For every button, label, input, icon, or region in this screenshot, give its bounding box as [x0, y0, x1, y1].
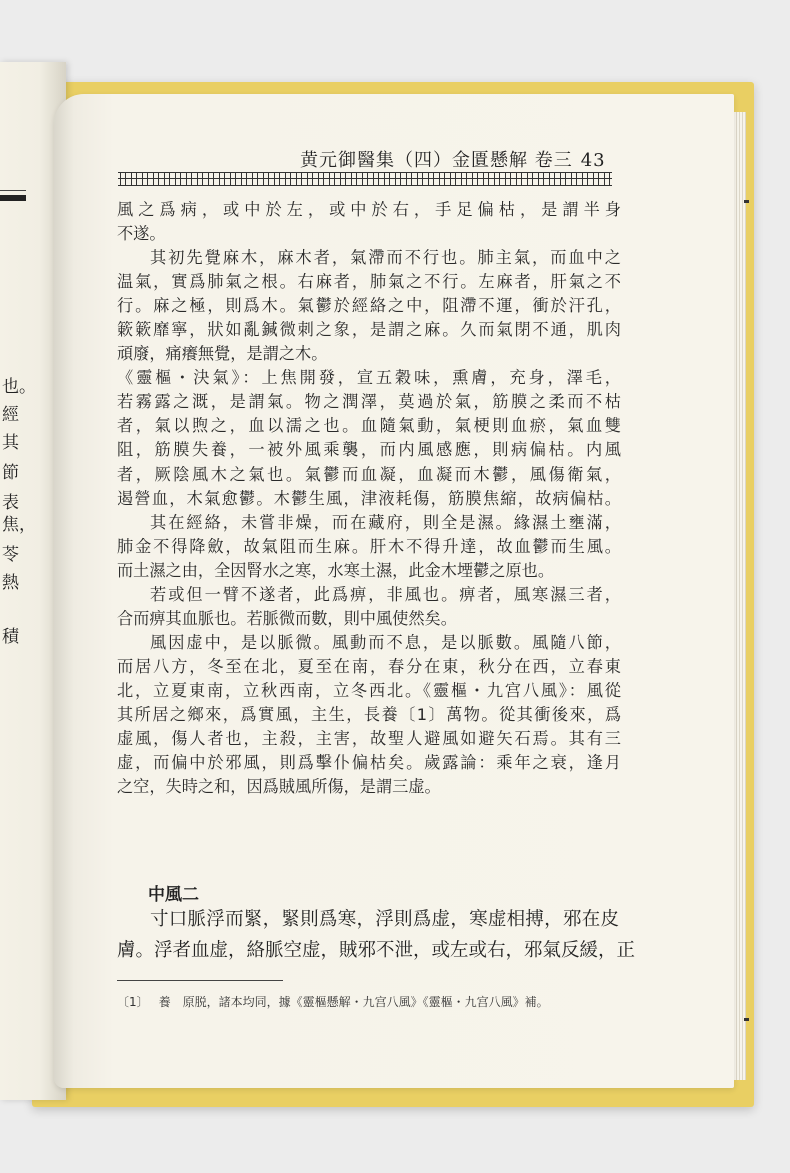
text-line: 若霧露之溉，是謂氣。物之潤澤，莫過於氣，筋膜之柔而不枯 [117, 392, 621, 412]
text-line: 而土濕之由，全因腎水之寒，水寒土濕，此金木堙鬱之原也。 [117, 560, 555, 580]
text-line: 風因虚中，是以脈微。風動而不息，是以脈數。風隨八節， [150, 632, 621, 652]
left-page-glyph: 熱 [2, 573, 19, 593]
text-line: 而居八方，冬至在北，夏至在南，春分在東，秋分在西，立春東 [117, 656, 621, 676]
page-number: 43 [580, 150, 606, 171]
header-title: 黄元御醫集（四）金匱懸解 卷三 [300, 150, 573, 171]
text-line: 其所居之鄉來，爲實風，主生，長養〔1〕萬物。從其衝後來，爲 [117, 704, 621, 724]
left-page-bar [0, 195, 26, 201]
text-line: 其初先覺麻木，麻木者，氣滯而不行也。肺主氣，而血中之 [150, 248, 621, 268]
decorative-border [118, 172, 612, 186]
text-line: 若或但一臂不遂者，此爲痹，非風也。痹者，風寒濕三者， [150, 584, 621, 604]
text-line: 合而痹其血脈也。若脈微而數，則中風使然矣。 [117, 608, 457, 628]
left-page-rule [0, 190, 26, 191]
text-line: 虚風，傷人者也，主殺，主害，故聖人避風如避矢石焉。其有三 [117, 729, 621, 749]
text-line: 膚。浮者血虚，絡脈空虚，賊邪不泄，或左或右，邪氣反緩，正 [117, 940, 636, 961]
edge-marker [744, 200, 749, 203]
left-page-glyph: 苓 [2, 545, 19, 565]
text-line: 虚，而偏中於邪風，則爲擊仆偏枯矣。歲露論：乘年之衰，逢月 [117, 753, 621, 773]
section-title: 中風二 [148, 885, 199, 905]
text-line: 阻，筋膜失養，一被外風乘襲，而内風感應，則病偏枯。内風 [117, 440, 621, 460]
section-text [117, 904, 636, 966]
text-line: 温氣，實爲肺氣之根。右麻者，肺氣之不行。左麻者，肝氣之不 [117, 272, 621, 292]
left-page-glyph: 積 [2, 627, 19, 647]
text-line: 肺金不得降斂，故氣阻而生麻。肝木不得升達，故血鬱而生風。 [117, 536, 621, 556]
text-line: 遏營血，木氣愈鬱。木鬱生風，津液耗傷，筋膜焦縮，故病偏枯。 [117, 488, 621, 508]
footnote [117, 993, 617, 1010]
left-page-glyph: 經 [2, 405, 19, 425]
text-line: 不遂。 [117, 224, 166, 244]
text-line: 《靈樞・決氣》：上焦開發，宣五穀味，熏膚，充身，澤毛， [117, 368, 621, 388]
footnote-text: 養 原脱，諸本均同，據《靈樞懸解・九宫八風》《靈樞・九宫八風》補。 [158, 995, 549, 1009]
text-line: 者，氣以煦之，血以濡之也。血隨氣動，氣梗則血瘀，氣血雙 [117, 416, 621, 436]
left-page-glyph: 其 [2, 433, 19, 453]
text-line: 風之爲病，或中於左，或中於右，手足偏枯，是謂半身 [117, 200, 621, 219]
footnote-mark: 〔1〕 [117, 995, 149, 1009]
running-header [300, 146, 630, 172]
text-line: 北，立夏東南，立秋西南，立冬西北。《靈樞・九宫八風》：風從 [117, 680, 621, 700]
body-text [117, 198, 621, 799]
footnote-rule [117, 980, 283, 981]
text-line: 簌簌靡寧，狀如亂鍼微刺之象，是謂之麻。久而氣閉不通，肌肉 [117, 320, 621, 340]
left-page-glyph: 焦， [2, 515, 36, 535]
text-line: 其在經絡，未嘗非燥，而在藏府，則全是濕。緣濕土壅滿， [150, 512, 621, 532]
edge-marker [744, 1018, 749, 1021]
left-page-glyph: 也。 [2, 377, 36, 397]
text-line: 行。麻之極，則爲木。氣鬱於經絡之中，阻滯不運，衝於汗孔， [117, 296, 621, 316]
left-page-glyph: 表 [2, 493, 19, 513]
left-page-glyph: 節 [2, 463, 19, 483]
text-line: 之空，失時之和，因爲賊風所傷，是謂三虚。 [117, 777, 441, 797]
text-line: 寸口脈浮而緊，緊則爲寒，浮則爲虚，寒虚相搏，邪在皮 [150, 909, 619, 930]
text-line: 者，厥陰風木之氣也。氣鬱而血凝，血凝而木鬱，風傷衛氣， [117, 464, 621, 484]
text-line: 頑廢，痛癢無覺，是謂之木。 [117, 344, 328, 364]
